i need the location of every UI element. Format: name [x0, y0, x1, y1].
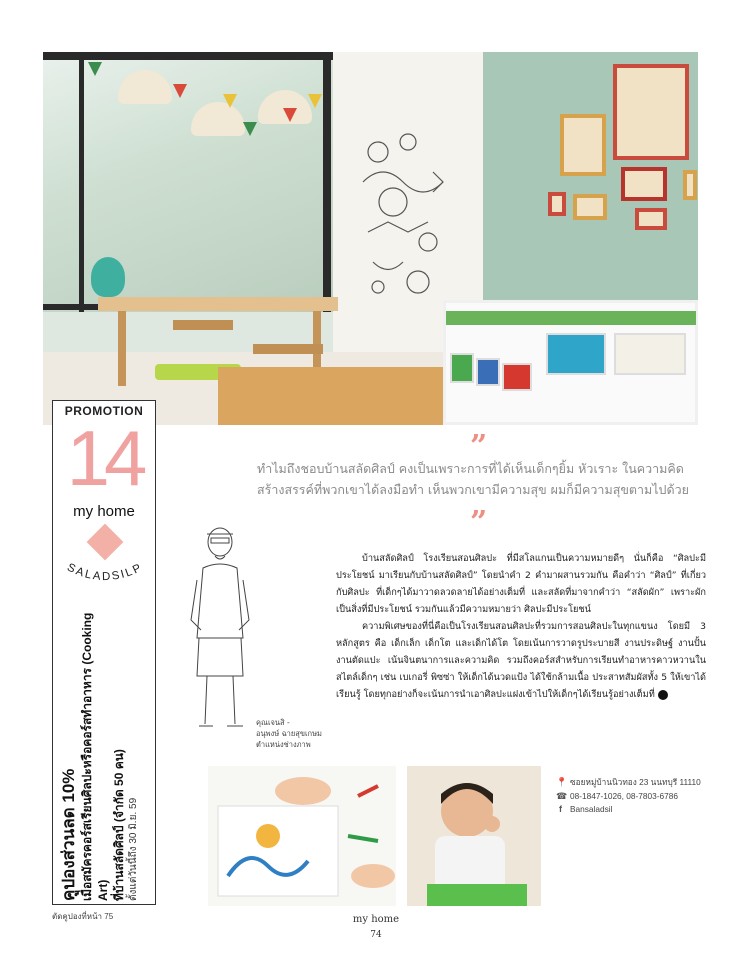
child-photo-art	[407, 766, 541, 906]
framed-picture	[635, 208, 667, 230]
photo-caption	[256, 717, 322, 750]
bunting-flag	[223, 94, 237, 108]
promotion-box	[52, 400, 156, 905]
caption-line2: อนุพงษ์ ฉายสุขเกษม	[256, 729, 322, 738]
hero-photo-classroom	[43, 52, 698, 425]
coupon-line2: ที่บ้านสลัดศิลป์ (จำกัด 50 คน)	[112, 749, 126, 901]
window-frame	[79, 52, 84, 312]
phone-icon: ☎	[556, 790, 568, 801]
promotion-number: 14	[66, 414, 142, 502]
bunting-flag	[308, 94, 322, 108]
bunting-flag	[243, 122, 257, 136]
plant-decor	[91, 257, 125, 297]
article-paragraph: ความพิเศษของที่นี่คือเป็นโรงเรียนสอนศิลปะที่รวมการสอนศิลปะในทุกแขนง โดยมี 3 หลักสูตร คือ เด็กเล็ก เด็กโต และเด็กได้โต โดยเน้นการวาดรูประบายสี งานประดิษฐ์ งานปั้น งานตัดแปะ เน้นจินตนาการและความคิด รวมถึงคอร์สสำหรับการเรียนทำอาหารคาวหวานในสไตล์เด็กๆ เช่น เบเกอรี่ พิซซ่า ให้เด็กได้นวดแป้ง ได้ใช้กล้ามเนื้อ ประสาทสัมผัสทั้ง 5 ให้เขาได้เรียนรู้ โดยทุกอย่างก็จะเน้นการนำเอาศิลปะแฝงเข้าไปให้เด็กๆได้เรียนรู้อย่างเต็มที่	[336, 621, 706, 700]
storage-bin	[476, 358, 500, 386]
child-eating-photo	[407, 766, 541, 906]
wall-doodle-drawing	[348, 122, 458, 302]
brand-logo-icon	[87, 524, 124, 561]
caption-line3: ตำแหน่งช่างภาพ	[256, 740, 311, 749]
window-frame	[323, 52, 331, 312]
kids-drawing-photo	[208, 766, 396, 906]
svg-text:SALADSILP: SALADSILP	[65, 561, 145, 584]
contact-phone: ☎ 08-1847-1026, 08-7803-6786	[556, 790, 701, 804]
bunting-flag	[283, 108, 297, 122]
window-frame	[43, 52, 333, 60]
coupon-text	[59, 601, 149, 901]
article-body	[336, 550, 706, 703]
magazine-logo: my home	[73, 503, 135, 520]
contact-address: 📍 ซอยหมู่บ้านนิวทอง 23 นนทบุรี 11110	[556, 776, 701, 790]
bunting-flag	[173, 84, 187, 98]
facebook-icon: f	[559, 804, 562, 814]
caption-line1: คุณเจนสิ -	[256, 718, 290, 727]
footer-magazine-name: my home	[352, 914, 400, 925]
framed-picture	[548, 192, 566, 216]
coupon-line1: เมื่อสมัครคอร์สเรียนศิลปะหรือคอร์สทำอาหาร (Cooking Art)	[80, 612, 110, 901]
framed-painting	[613, 64, 689, 160]
location-pin-icon: 📍	[556, 777, 568, 787]
wooden-table	[98, 297, 338, 311]
promotion-label: PROMOTION	[64, 404, 144, 418]
storage-shelf	[443, 300, 698, 425]
pull-quote: ทำไมถึงชอบบ้านสลัดศิลป์ คงเป็นเพราะการที่ได้เห็นเด็กๆยิ้ม หัวเราะ ในความคิดสร้างสรรค์ที่พวกเขาได้ลงมือทำ เห็นพวกเขามีความสุข ผมก็มีความสุขตามไปด้วย	[257, 461, 689, 497]
contact-info	[556, 776, 701, 817]
article-paragraph: บ้านสลัดศิลป์ โรงเรียนสอนศิลปะ ที่มีสโลแกนเป็นความหมายดีๆ นั่นก็คือ “ศิลปะมีประโยชน์ มาเรียนกับบ้านสลัดศิลป์” โดยนำคำ 2 คำมาผสานรวมกัน คือคำว่า “ศิลป์” ที่เกี่ยวกับศิลปะ ที่เด็กๆได้มาวาดลวดลายได้อย่างเต็มที่ และสลัดที่มาจากคำว่า “สลัดผัก” เพราะผักเป็นสิ่งที่มีประโยชน์ รวมกันแล้วมีความหมายว่า ศิลปะมีประโยชน์	[336, 553, 706, 615]
storage-bin	[450, 353, 474, 383]
framed-picture	[621, 167, 667, 201]
table-leg	[118, 311, 126, 386]
green-mat	[446, 311, 696, 325]
framed-portrait	[560, 114, 606, 176]
storage-bin	[546, 333, 606, 375]
table-leg	[313, 311, 321, 371]
page-number: 74	[370, 930, 382, 940]
contact-facebook[interactable]: f Bansaladsil	[556, 803, 701, 817]
end-mark-icon	[658, 690, 668, 700]
brand-name	[53, 557, 157, 591]
coupon-title: คูปองส่วนลด 10%	[59, 768, 78, 901]
drawing-photo-art	[208, 766, 396, 906]
storage-bin	[614, 333, 686, 375]
framed-picture	[573, 194, 607, 220]
bunting-flag	[88, 62, 102, 76]
quote-open-icon: ”	[470, 429, 488, 464]
quote-close-icon: ”	[470, 505, 488, 540]
wooden-stool	[173, 320, 233, 330]
photographer-sketch	[185, 520, 255, 750]
coupon-footnote: ตัดคูปองที่หน้า 75	[52, 912, 114, 921]
storage-bin	[502, 363, 532, 391]
coupon-valid-date: ตั้งแต่วันนี้ถึง 30 มิ.ย. 59	[128, 797, 139, 901]
wooden-stool	[253, 344, 323, 354]
framed-picture	[683, 170, 697, 200]
